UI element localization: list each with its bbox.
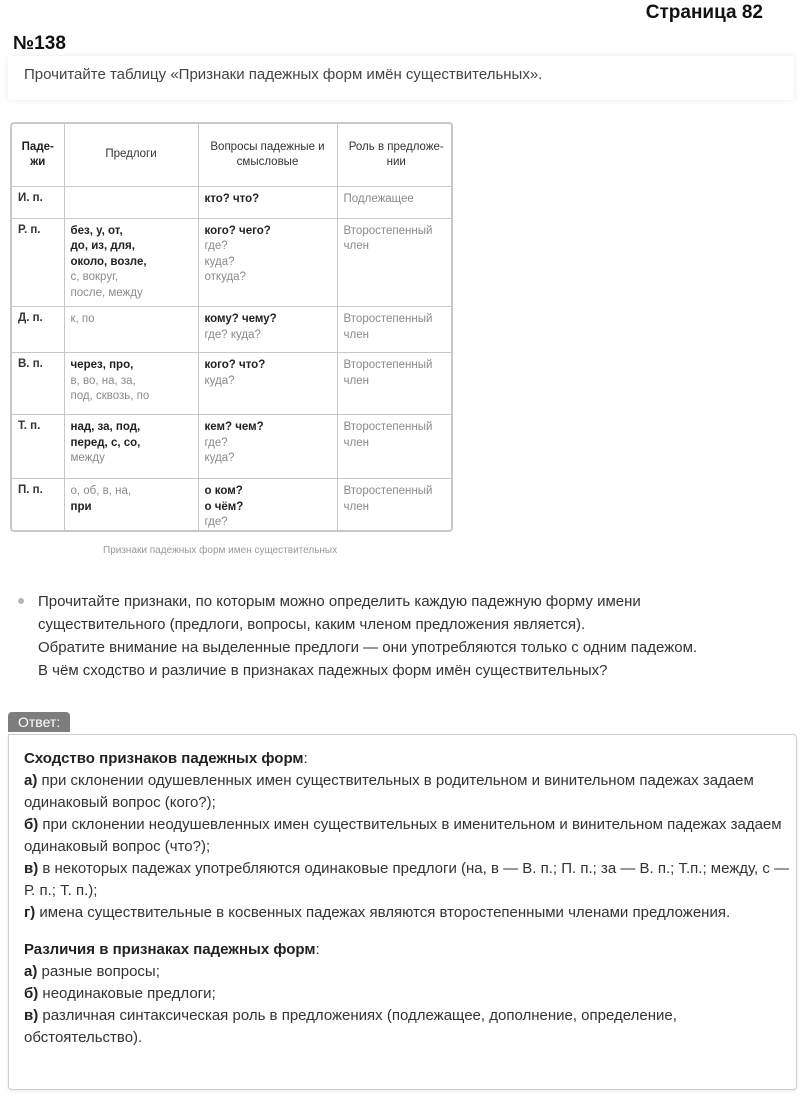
table-row	[12, 307, 453, 353]
role-cell: Подлежащее	[337, 186, 453, 218]
case-cell: Т. п.	[12, 415, 64, 479]
answer-item: г) имена существительные в косвенных падежах являются второстепенными членами предложения.	[24, 904, 731, 921]
role-cell: Второстепенный член	[337, 307, 453, 353]
similarity-heading: Сходство признаков падежных форм	[24, 750, 304, 767]
table-caption: Признаки падежных форм имен существительных	[103, 545, 338, 556]
table-row	[12, 186, 453, 218]
prepositions-cell: над, за, под, перед, с, со, между	[64, 415, 198, 479]
questions-cell: кого? чего? где? куда? откуда?	[198, 218, 337, 307]
task-text: Прочитайте таблицу «Признаки падежных форм имён существительных».	[24, 66, 543, 83]
case-cell: Р. п.	[12, 218, 64, 307]
header-role: Роль в предложе- нии	[337, 124, 453, 186]
questions-cell: кем? чем? где? куда?	[198, 415, 337, 479]
case-cell: П. п.	[12, 479, 64, 533]
answer-item: в) в некоторых падежах употребляются одинаковые предлоги (на, в — В. п.; П. п.; за — В. п.; Т.п.; между, с — Р. п.; Т. п.);	[24, 860, 790, 899]
bullet-line: Прочитайте признаки, по которым можно определить каждую падежную форму имени	[38, 593, 641, 610]
answer-item: в) различная синтаксическая роль в предложениях (подлежащее, дополнение, определение, обстоятельство).	[24, 1007, 677, 1046]
prepositions-cell: без, у, от, до, из, для, около, возле, с, вокруг, после, между	[64, 218, 198, 307]
answer-label: Ответ:	[8, 712, 70, 732]
similarity-heading-line: Сходство признаков падежных форм:	[24, 750, 308, 767]
bullet-line: Обратите внимание на выделенные предлоги — они употребляются только с одним падежом.	[38, 639, 698, 656]
bullet-text	[38, 590, 778, 682]
prepositions-cell: о, об, в, на, при	[64, 479, 198, 533]
case-cell: В. п.	[12, 353, 64, 415]
task-box	[8, 56, 794, 100]
case-cell: Д. п.	[12, 307, 64, 353]
table-row	[12, 353, 453, 415]
table-row	[12, 218, 453, 307]
answer-item: а) при склонении одушевленных имен существительных в родительном и винительном падежах задаем одинаковый вопрос (кого?);	[24, 772, 754, 811]
table-row	[12, 479, 453, 533]
questions-cell: кто? что?	[198, 186, 337, 218]
header-questions: Вопросы падежные и смысловые	[198, 124, 337, 186]
case-features-table	[10, 122, 453, 532]
answer-box	[8, 734, 797, 1090]
bullet-line: В чём сходство и различие в признаках падежных форм имён существительных?	[38, 662, 608, 679]
header-case: Паде- жи	[12, 124, 64, 186]
prepositions-cell	[64, 186, 198, 218]
role-cell: Второстепенный член	[337, 353, 453, 415]
answer-item: а) разные вопросы;	[24, 963, 160, 980]
answer-item: б) неодинаковые предлоги;	[24, 985, 216, 1002]
role-cell: Второстепенный член	[337, 415, 453, 479]
instruction-bullet	[18, 590, 778, 682]
role-cell: Второстепенный член	[337, 479, 453, 533]
answer-content	[24, 748, 794, 1049]
table-row	[12, 415, 453, 479]
difference-heading: Различия в признаках падежных форм	[24, 941, 316, 958]
answer-item: б) при склонении неодушевленных имен существительных в именительном и винительном падежах задаем одинаковый вопрос (что?);	[24, 816, 782, 855]
prepositions-cell: к, по	[64, 307, 198, 353]
page-number: Страница 82	[645, 2, 763, 23]
questions-cell: кого? что? куда?	[198, 353, 337, 415]
exercise-number: №138	[13, 33, 66, 54]
difference-heading-line: Различия в признаках падежных форм:	[24, 941, 320, 958]
header-prepositions: Предлоги	[64, 124, 198, 186]
bullet-line: существительного (предлоги, вопросы, каким членом предложения является).	[38, 616, 586, 633]
bullet-dot-icon	[18, 598, 24, 604]
case-cell: И. п.	[12, 186, 64, 218]
questions-cell: кому? чему? где? куда?	[198, 307, 337, 353]
prepositions-cell: через, про, в, во, на, за, под, сквозь, по	[64, 353, 198, 415]
questions-cell: о ком? о чём? где?	[198, 479, 337, 533]
role-cell: Второстепенный член	[337, 218, 453, 307]
